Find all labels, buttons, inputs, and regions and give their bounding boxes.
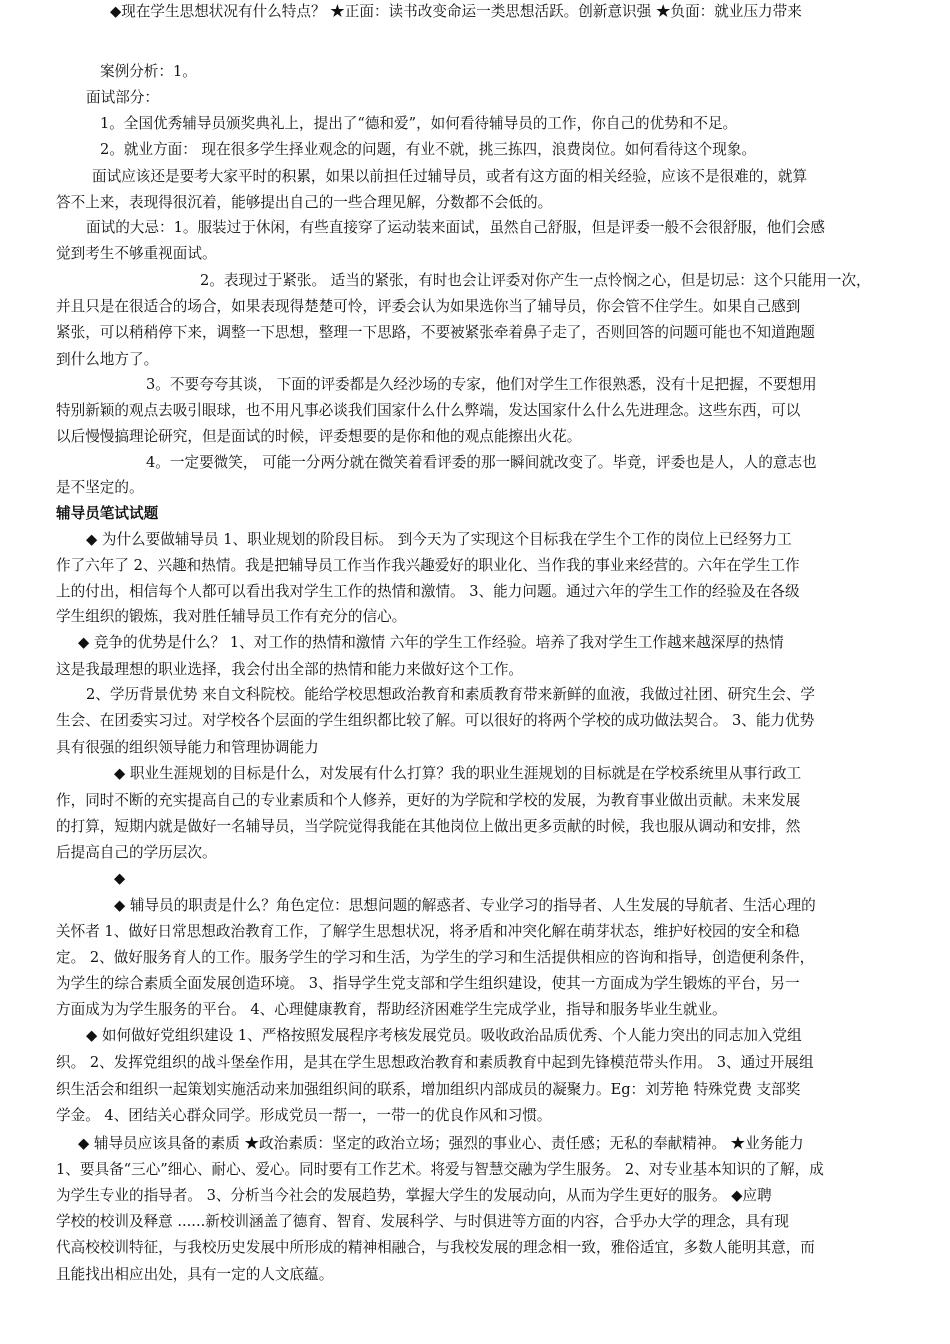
- text-line: 学生组织的锻炼，我对胜任辅导员工作有充分的信心。: [56, 608, 407, 625]
- text-line: 2。就业方面： 现在很多学生择业观念的问题，有业不就，挑三拣四，浪费岗位。如何看待这个现象。: [100, 141, 757, 158]
- text-line: 为学生的综合素质全面发展创造环境。 3、指导学生党支部和学生组织建设，使其一方面成为学生锻炼的平台，另一: [56, 975, 800, 992]
- text-line: ◆ 辅导员应该具备的素质 ★政治素质：坚定的政治立场；强烈的事业心、责任感；无私的奉献精神。 ★业务能力: [78, 1135, 804, 1152]
- text-line: 1。全国优秀辅导员颁奖典礼上，提出了“德和爱”，如何看待辅导员的工作，你自己的优势和不足。: [100, 115, 738, 132]
- text-line: 学金。 4、团结关心群众同学。形成党员一帮一，一带一的优良作风和习惯。: [56, 1107, 552, 1124]
- text-line: 织。 2、发挥党组织的战斗堡垒作用，是其在学生思想政治教育和素质教育中起到先锋模范带头作用。 3、通过开展组: [56, 1054, 814, 1071]
- text-line: 方面成为为学生服务的平台。 4、心理健康教育，帮助经济困难学生完成学业，指导和服务毕业生就业。: [56, 1001, 727, 1018]
- text-line: 面试应该还是要考大家平时的积累，如果以前担任过辅导员，或者有这方面的相关经验，应该不是很难的，就算: [92, 168, 808, 185]
- text-line: 特别新颖的观点去吸引眼球，也不用凡事必谈我们国家什么什么弊端，发达国家什么什么先进理念。这些东西，可以: [56, 402, 801, 419]
- text-line: ◆ 辅导员的职责是什么？角色定位：思想问题的解惑者、专业学习的指导者、人生发展的导航者、生活心理的: [114, 897, 816, 914]
- section-heading: 辅导员笔试试题: [56, 505, 159, 522]
- text-line: 是不坚定的。: [56, 479, 144, 496]
- text-line: 上的付出，相信每个人都可以看出我对学生工作的热情和激情。 3、能力问题。通过六年的学生工作的经验及在各级: [56, 583, 800, 600]
- text-line: 1、要具备“三心”细心、耐心、爱心。同时要有工作艺术。将爱与智慧交融为学生服务。 2、对专业基本知识的了解，成: [56, 1161, 824, 1178]
- text-line: 面试部分：: [86, 89, 159, 106]
- text-line: 后提高自己的学历层次。: [56, 844, 217, 861]
- text-line: 具有很强的组织领导能力和管理协调能力: [56, 739, 319, 756]
- text-line: ◆ 职业生涯规划的目标是什么，对发展有什么打算？我的职业生涯规划的目标就是在学校系统里从事行政工: [114, 765, 802, 782]
- text-line: 2。表现过于紧张。 适当的紧张，有时也会让评委对你产生一点怜悯之心，但是切忌：这个只能用一次，: [200, 272, 871, 289]
- text-line: 以后慢慢搞理论研究，但是面试的时候，评委想要的是你和他的观点能擦出火花。: [56, 428, 582, 445]
- text-line: 作了六年了 2、兴趣和热情。我是把辅导员工作当作我兴趣爱好的职业化、当作我的事业来经营的。六年在学生工作: [56, 557, 800, 574]
- text-line: ◆: [114, 870, 126, 887]
- text-line: ◆ 竞争的优势是什么？ 1、对工作的热情和激情 六年的学生工作经验。培养了我对学生工作越来越深厚的热情: [78, 634, 784, 651]
- text-line: 这是我最理想的职业选择，我会付出全部的热情和能力来做好这个工作。: [56, 661, 524, 678]
- text-line: 并且只是在很适合的场合，如果表现得楚楚可怜，评委会认为如果选你当了辅导员，你会管不住学生。如果自己感到: [56, 298, 801, 315]
- text-line: 觉到考生不够重视面试。: [56, 245, 217, 262]
- text-line: 且能找出相应出处，具有一定的人文底蕴。: [56, 1266, 334, 1283]
- text-line: 紧张，可以稍稍停下来，调整一下思想，整理一下思路，不要被紧张牵着鼻子走了，否则回答的问题可能也不知道跑题: [56, 324, 815, 341]
- text-line: 为学生专业的指导者。 3、分析当今社会的发展趋势，掌握大学生的发展动向，从而为学生更好的服务。 ◆应聘: [56, 1187, 772, 1204]
- text-line: ◆ 如何做好党组织建设 1、严格按照发展程序考核发展党员。吸收政治品质优秀、个人能力突出的同志加入党组: [86, 1027, 802, 1044]
- text-line: 案例分析：1。: [100, 63, 197, 80]
- text-line: 2、学历背景优势 来自文科院校。能给学校思想政治教育和素质教育带来新鲜的血液，我做过社团、研究生会、学: [86, 686, 816, 703]
- text-line: ◆ 为什么要做辅导员 1、职业规划的阶段目标。 到今天为了实现这个目标我在学生个工作的岗位上已经努力工: [86, 531, 792, 548]
- text-line: 的打算，短期内就是做好一名辅导员，当学院觉得我能在其他岗位上做出更多贡献的时候，我也服从调动和安排，然: [56, 818, 801, 835]
- text-line: 面试的大忌：1。服装过于休闲，有些直接穿了运动装来面试，虽然自己舒服，但是评委一般不会很舒服，他们会感: [86, 219, 825, 236]
- text-line: 学校的校训及释意 ......新校训涵盖了德育、智育、发展科学、与时俱进等方面的内容，合乎办大学的理念，具有现: [56, 1213, 789, 1230]
- text-line: 作，同时不断的充实提高自己的专业素质和个人修养，更好的为学院和学校的发展，为教育事业做出贡献。未来发展: [56, 792, 801, 809]
- text-line: 定。 2、做好服务育人的工作。服务学生的学习和生活，为学生的学习和生活提供相应的咨询和指导，创造便利条件，: [56, 949, 815, 966]
- text-line: 关怀者 1、做好日常思想政治教育工作，了解学生思想状况，将矛盾和冲突化解在萌芽状态，维护好校园的安全和稳: [56, 923, 800, 940]
- text-line: 4。一定要微笑， 可能一分两分就在微笑着看评委的那一瞬间就改变了。毕竟，评委也是人，人的意志也: [146, 454, 817, 471]
- text-line: ◆现在学生思想状况有什么特点？ ★正面：读书改变命运一类思想活跃。创新意识强 ★负面：就业压力带来: [110, 3, 802, 20]
- text-line: 代高校校训特征，与我校历史发展中所形成的精神相融合，与我校发展的理念相一致，雅俗适宜，多数人能明其意，而: [56, 1239, 815, 1256]
- text-line: 答不上来，表现得很沉着，能够提出自己的一些合理见解，分数都不会低的。: [56, 194, 553, 211]
- text-line: 到什么地方了。: [56, 351, 159, 368]
- text-line: 生会、在团委实习过。对学校各个层面的学生组织都比较了解。可以很好的将两个学校的成功做法契合。 3、能力优势: [56, 712, 815, 729]
- text-line: 织生活会和组织一起策划实施活动来加强组织间的联系，增加组织内部成员的凝聚力。Eg：刘芳艳 特殊党费 支部奖: [56, 1081, 801, 1098]
- text-line: 3。不要夸夸其谈， 下面的评委都是久经沙场的专家，他们对学生工作很熟悉，没有十足把握，不要想用: [146, 376, 817, 393]
